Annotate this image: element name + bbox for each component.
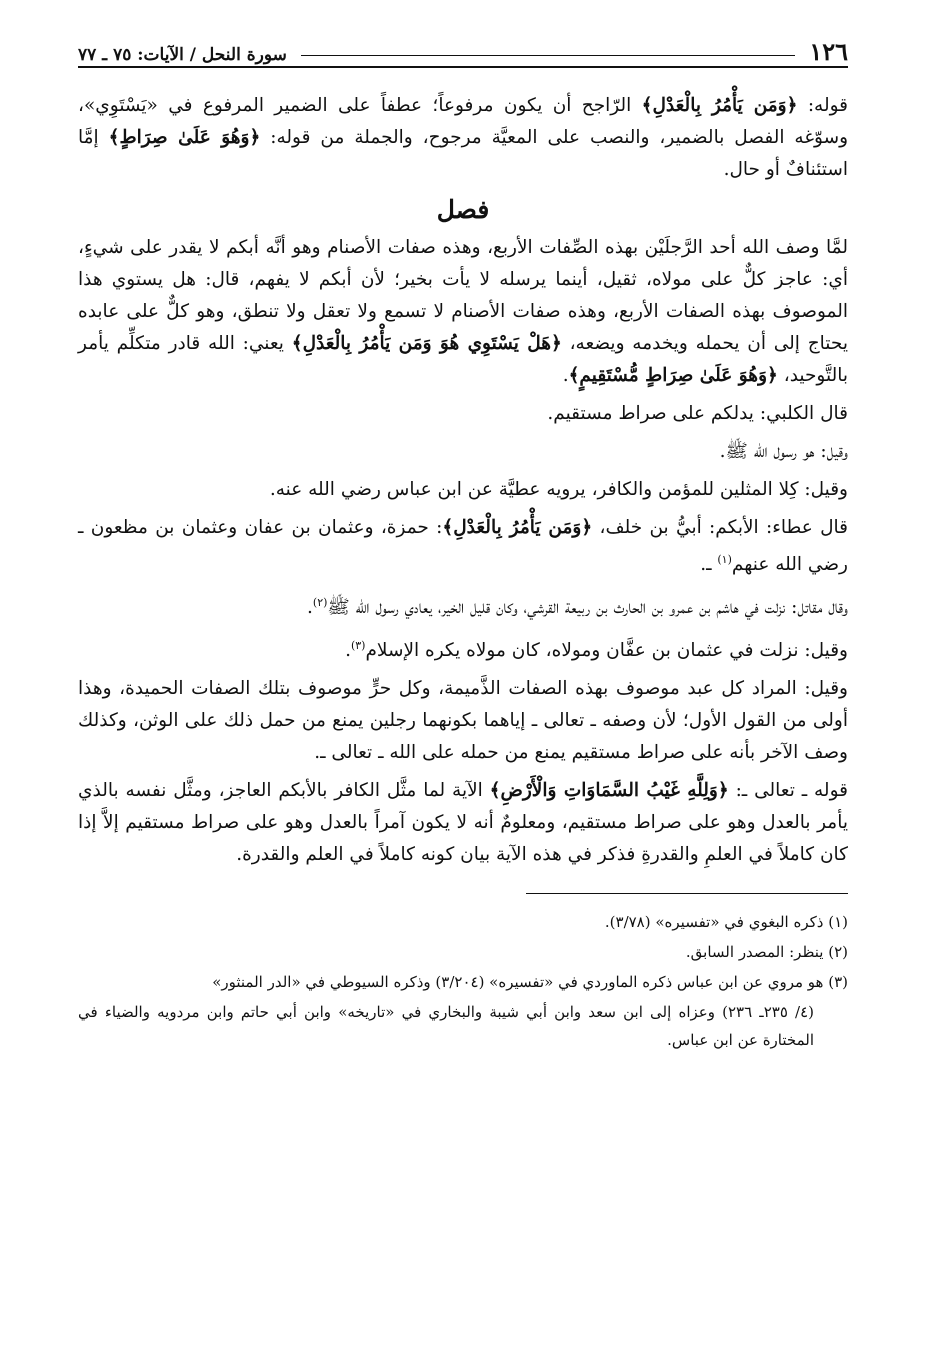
text-span: لمَّا وصف الله أحد الرَّجلَيْن بهذه الصِّفات الأربع، وهذه صفات الأصنام وهو أنَّه أبكم لا يقدر على شيءٍ، أي: عاجز كلٌّ على مولاه، ثقيل، أينما يرسله لا يأت بخير؛ لأن أبكم لا يفهم، قال: هل يستوي هذا الموصوف بهذه الصفات الأربع، وهذه صفات الأصنام لا تسمع ولا تعقل ولا تنطق، وهو كلٌّ على عابده يحتاج إلى أن يحمله ويخدمه ويضعه، <box>78 237 848 354</box>
book-page <box>78 30 848 1056</box>
footnote-ref[interactable]: (١) <box>717 553 732 566</box>
paragraph-9: وقيل: المراد كل عبد موصوف بهذه الصفات الذَّميمة، وكل حرٍّ موصوف بتلك الصفات الحميدة، وهذا أولى من القول الأول؛ لأن وصفه ـ تعالى ـ إياهما بكونهما رجلين يمنع من حمل ذلك على الوثن، وكذلك وصف الآخر بأنه على صراط مستقيم يمنع من حمله على الله ـ تعالى ـ. <box>78 678 848 764</box>
page-header <box>78 30 848 68</box>
quran-quote: ﴿هَلْ يَسْتَوِي هُوَ وَمَن يَأْمُرُ بِالْعَدْلِ﴾ <box>291 333 562 354</box>
paragraph-7 <box>78 587 848 624</box>
paragraph-8 <box>78 630 848 667</box>
footnote-3: (٣) هو مروي عن ابن عباس ذكره الماوردي في «تفسيره» (٣/٢٠٤) وذكره السيوطي في «الدر المنثور» <box>212 973 848 992</box>
text-span: : حمزة، وعثمان بن عفان وعثمان بن مظعون ـ رضي الله عنهم <box>78 517 848 576</box>
quran-quote: ﴿وَمَن يَأْمُرُ بِالْعَدْلِ﴾ <box>442 517 593 538</box>
running-title: سورة النحل / الآيات: ٧٥ ـ ٧٧ <box>78 45 287 65</box>
quran-quote: ﴿وَلِلَّهِ غَيْبُ السَّمَاوَاتِ وَالْأَرْضِ﴾ <box>489 780 729 802</box>
quran-quote: ﴿وَهُوَ عَلَىٰ صِرَاطٍ﴾ <box>108 127 261 148</box>
footnote-1: (١) ذكره البغوي في «تفسيره» (٣/٧٨). <box>604 913 848 932</box>
main-text <box>78 90 848 871</box>
paragraph-3: قال الكلبي: يدلكم على صراط مستقيم. <box>547 403 848 424</box>
text-span: إمَّا استئنافٌ أو حال. <box>78 127 848 180</box>
text-span: وقال مقاتل: نزلت في هاشم بن عمرو بن الحارث بن ربيعة القرشي، وكان قليل الخير، يعادي رسول الله ﷺ <box>327 597 848 619</box>
quran-quote: ﴿وَمَن يَأْمُرُ بِالْعَدْلِ﴾ <box>641 95 798 116</box>
footnote-2: (٢) ينظر: المصدر السابق. <box>685 943 848 962</box>
footnote-3-continued: (٤/ ٢٣٥ـ ٢٣٦) وعزاه إلى ابن سعد وابن أبي شيبة والبخاري في «تاريخه» وابن أبي حاتم وابن مردويه والضياء في المختارة عن ابن عباس. <box>78 1003 815 1050</box>
footnotes <box>78 908 848 1054</box>
section-heading: فصل <box>436 195 490 224</box>
page-number: ١٢٦ <box>809 37 848 66</box>
text-span: قوله: <box>797 95 849 116</box>
paragraph-10 <box>78 775 848 871</box>
footnote-ref[interactable]: (٣) <box>350 639 366 653</box>
paragraph-4: وقيل: هو رسول الله ﷺ. <box>719 441 848 462</box>
text-span: الآية لما مثَّل الكافر بالأبكم العاجز، ومثَّل نفسه بالذي يأمر بالعدل وهو على صراط مستقيم، ومعلومٌ أنه لا يكون آمراً بالعدل وهو على صراط مستقيم إلاَّ إذا كان كاملاً في العلمِ والقدرةِ فذكر في هذه الآية بيان كونه كاملاً في العلم والقدرة. <box>78 780 848 866</box>
text-span: وقيل: نزلت في عثمان بن عفَّان ومولاه، كان مولاه يكره الإسلام <box>365 640 848 662</box>
footnote-divider <box>526 893 848 894</box>
text-span: . <box>307 597 313 619</box>
paragraph-5: وقيل: كِلا المثلين للمؤمن والكافر، يرويه عطيَّة عن ابن عباس رضي الله عنه. <box>269 479 848 500</box>
text-span: . <box>562 365 569 386</box>
text-span: قوله ـ تعالى ـ: <box>728 780 848 802</box>
footnote-ref[interactable]: (٢) <box>312 596 328 610</box>
header-rule <box>301 55 795 56</box>
paragraph-1 <box>78 90 848 186</box>
text-span: يعني: الله قادر متكلِّم يأمر بالتَّوحيد، <box>78 333 848 386</box>
paragraph-2 <box>78 232 848 392</box>
text-span: الرّاجح أن يكون مرفوعاً؛ عطفاً على الضمير المرفوع في «يَسْتَوِي»، وسوّغه الفصل بالضمير، والنصب على المعيَّة مرجوح، والجملة من قوله: <box>78 95 849 148</box>
text-span: قال عطاء: الأبكم: أبيُّ بن خلف، <box>592 517 848 538</box>
text-span: ـ. <box>700 554 718 576</box>
paragraph-6 <box>78 512 848 581</box>
quran-quote: ﴿وَهُوَ عَلَىٰ صِرَاطٍ مُّسْتَقِيمٍ﴾ <box>568 365 778 386</box>
text-span: . <box>345 640 351 662</box>
